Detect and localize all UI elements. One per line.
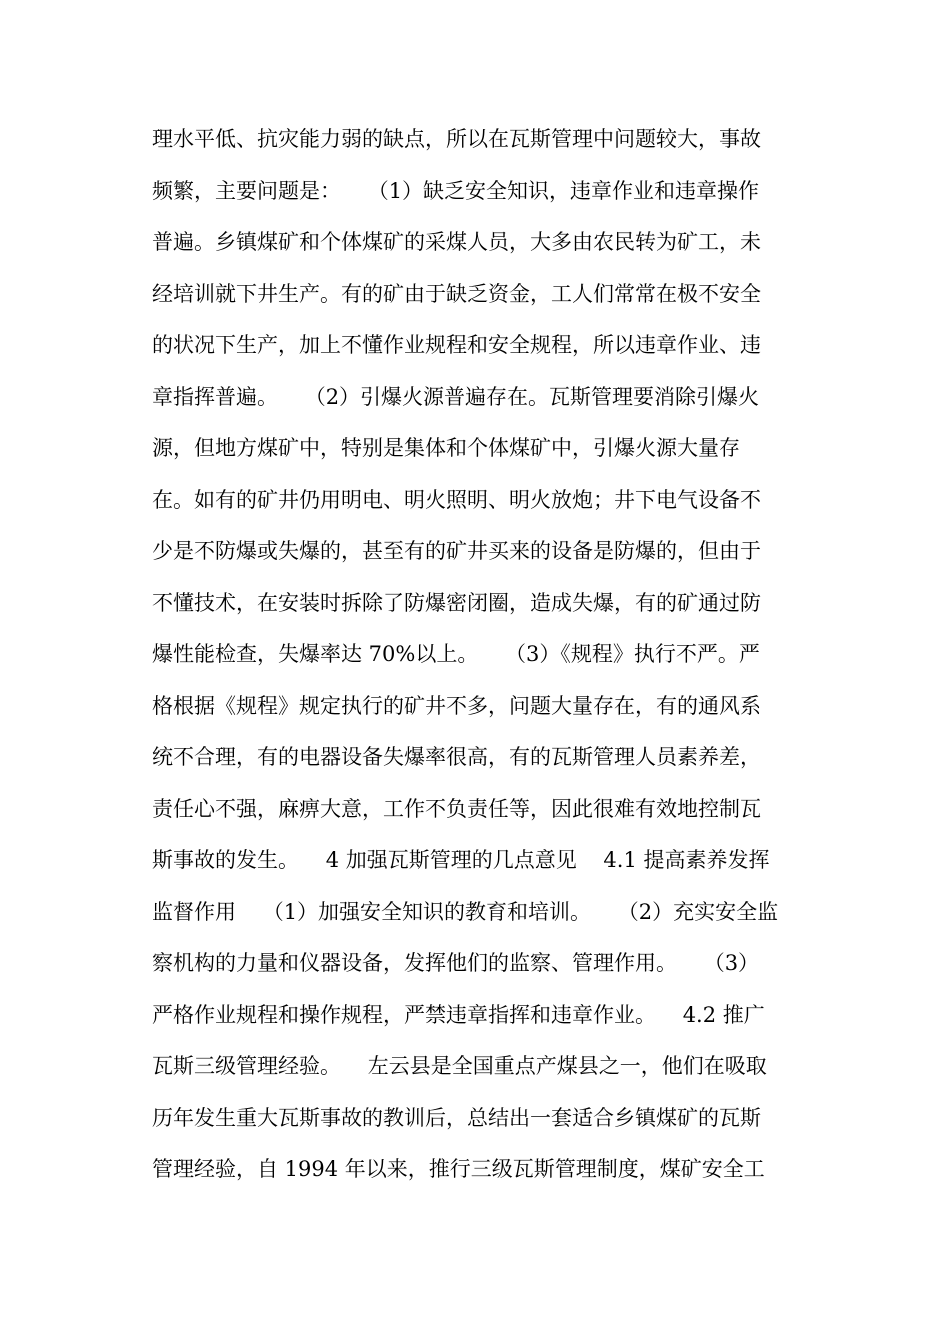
text-line: 瓦斯三级管理经验。 左云县是全国重点产煤县之一，他们在吸取 <box>152 1054 767 1078</box>
text-line: 普遍。乡镇煤矿和个体煤矿的采煤人员，大多由农民转为矿工，未 <box>152 230 761 254</box>
text-line: 历年发生重大瓦斯事故的教训后，总结出一套适合乡镇煤矿的瓦斯 <box>152 1105 761 1130</box>
text-line: 的状况下生产，加上不懂作业规程和安全规程，所以违章作业、违 <box>152 333 761 357</box>
text-line: 频繁，主要问题是： （1）缺乏安全知识，违章作业和违章操作 <box>152 178 760 203</box>
text-line: 斯事故的发生。 4 加强瓦斯管理的几点意见 4.1 提高素养发挥 <box>152 848 770 872</box>
text-line: 格根据《规程》规定执行的矿井不多，问题大量存在，有的通风系 <box>152 693 761 718</box>
text-line: 章指挥普遍。 （2）引爆火源普遍存在。瓦斯管理要消除引爆火 <box>152 384 760 409</box>
text-line: 管理经验，自 1994 年以来，推行三级瓦斯管理制度，煤矿安全工 <box>152 1157 765 1181</box>
body-text <box>152 114 812 1196</box>
text-line: 统不合理，有的电器设备失爆率很高，有的瓦斯管理人员素养差， <box>152 745 761 769</box>
text-line: 察机构的力量和仪器设备，发挥他们的监察、管理作用。 （3） <box>152 951 760 975</box>
text-line: 爆性能检查，失爆率达 70%以上。 （3）《规程》执行不严。严 <box>152 642 760 666</box>
text-line: 源，但地方煤矿中，特别是集体和个体煤矿中，引爆火源大量存 <box>152 436 740 460</box>
text-line: 责任心不强，麻痹大意，工作不负责任等，因此很难有效地控制瓦 <box>152 796 761 821</box>
text-line: 理水平低、抗灾能力弱的缺点，所以在瓦斯管理中问题较大，事故 <box>152 127 761 151</box>
text-line: 在。如有的矿井仍用明电、明火照明、明火放炮；井下电气设备不 <box>152 487 761 512</box>
text-line: 不懂技术，在安装时拆除了防爆密闭圈，造成失爆，有的矿通过防 <box>152 590 761 615</box>
text-line: 少是不防爆或失爆的，甚至有的矿井买来的设备是防爆的，但由于 <box>152 539 761 563</box>
text-line: 严格作业规程和操作规程，严禁违章指挥和违章作业。 4.2 推广 <box>152 1002 765 1027</box>
text-line: 监督作用 （1）加强安全知识的教育和培训。 （2）充实安全监 <box>152 899 779 924</box>
text-line: 经培训就下井生产。有的矿由于缺乏资金，工人们常常在极不安全 <box>152 281 761 306</box>
